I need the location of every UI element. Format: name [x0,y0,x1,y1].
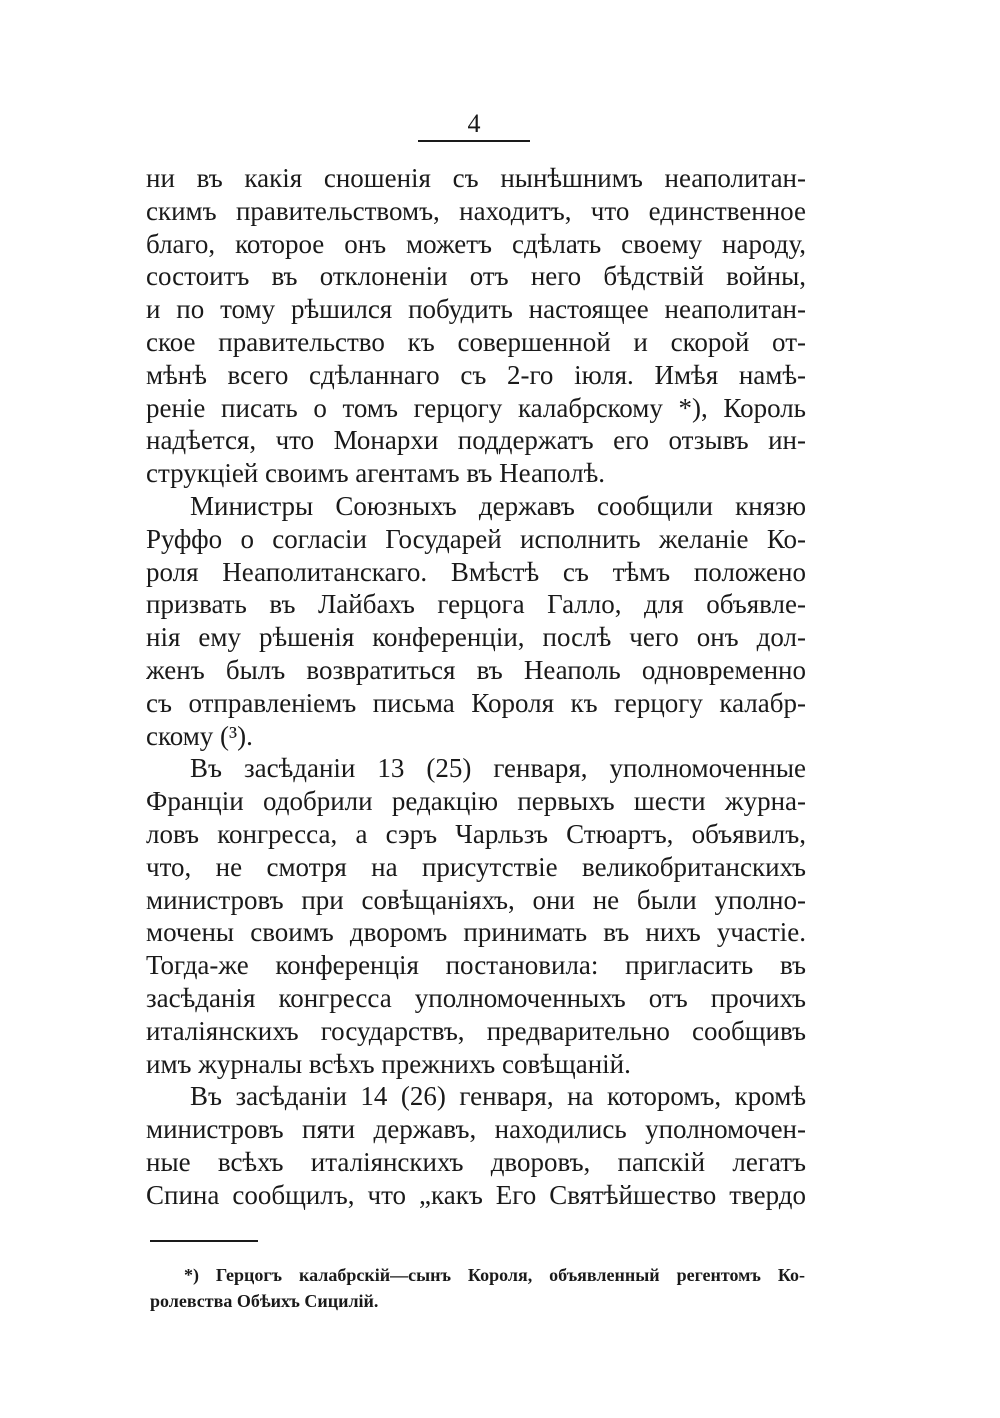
text-line: засѣданія конгресса уполномоченныхъ отъ прочихъ [146,982,806,1013]
text-line: министровъ пяти державъ, находились уполномочен- [146,1114,806,1145]
text-line: Въ засѣданіи 13 (25) генваря, уполномоченные [190,753,806,784]
text-line: что, не смотря на присутствіе великобританскихъ [146,851,806,882]
text-line: мочены своимъ дворомъ принимать въ нихъ участіе. [146,917,806,948]
text-line: ни въ какія сношенія съ нынѣшнимъ неаполитан- [146,163,806,193]
text-line: ское правительство къ совершенной и скорой от- [146,326,806,357]
text-line: состоитъ въ отклоненіи отъ него бѣдствій войны, [146,261,806,292]
body-text [146,162,806,1212]
text-line: струкціей своимъ агентамъ въ Неаполѣ. [146,458,606,489]
page-number: 4 [467,109,481,138]
text-line: надѣется, что Монархи поддержатъ его отзывъ ин- [146,425,806,456]
text-line: призвать въ Лайбахъ герцога Галло, для объявле- [146,589,806,620]
text-line: имъ журналы всѣхъ прежнихъ совѣщаній. [146,1048,631,1079]
text-line: женъ былъ возвратиться въ Неаполь одновременно [146,654,806,685]
page-number-rule [418,140,530,142]
text-line: Тогда-же конференція постановила: пригласить въ [146,950,806,981]
text-line: италіянскихъ государствъ, предварительно сообщивъ [146,1015,806,1046]
footnote-line: *) Герцогъ калабрскій—сынъ Короля, объявленный регентомъ Ко- [184,1265,805,1285]
text-line: роля Неаполитанскаго. Вмѣстѣ съ тѣмъ положено [146,556,806,587]
text-line: нія ему рѣшенія конференціи, послѣ чего онъ дол- [146,622,806,653]
footnote [150,1262,805,1314]
text-line: реніе писать о томъ герцогу калабрскому *), Король [146,392,806,423]
text-line: Въ засѣданіи 14 (26) генваря, на которомъ, кромѣ [190,1081,806,1112]
text-line: ные всѣхъ италіянскихъ дворовъ, папскій легатъ [146,1146,806,1177]
text-line: скому (³). [146,720,253,751]
text-line: Франціи одобрили редакцію первыхъ шести журна- [146,786,806,817]
text-line: ловъ конгресса, а сэръ Чарльзъ Стюартъ, объявилъ, [146,818,806,849]
text-line: и по тому рѣшился побудить настоящее неаполитан- [146,294,806,325]
text-line: съ отправленіемъ письма Короля къ герцогу калабр- [146,687,806,718]
footnote-rule [150,1240,258,1242]
text-line: мѣнѣ всего сдѣланнаго съ 2-го іюля. Имѣя намѣ- [146,359,806,390]
text-line: Руффо о согласіи Государей исполнить желаніе Ко- [146,523,806,554]
footnote-line: ролевства Обѣихъ Сицилій. [150,1291,379,1311]
text-line: министровъ при совѣщаніяхъ, они не были уполно- [146,884,806,915]
text-line: Спина сообщилъ, что „какъ Его Святѣйшество твердо [146,1179,806,1210]
text-line: благо, которое онъ можетъ сдѣлать своему народу, [146,228,806,259]
text-line: Министры Союзныхъ державъ сообщили князю [190,490,806,521]
text-line: скимъ правительствомъ, находитъ, что единственное [146,195,806,226]
